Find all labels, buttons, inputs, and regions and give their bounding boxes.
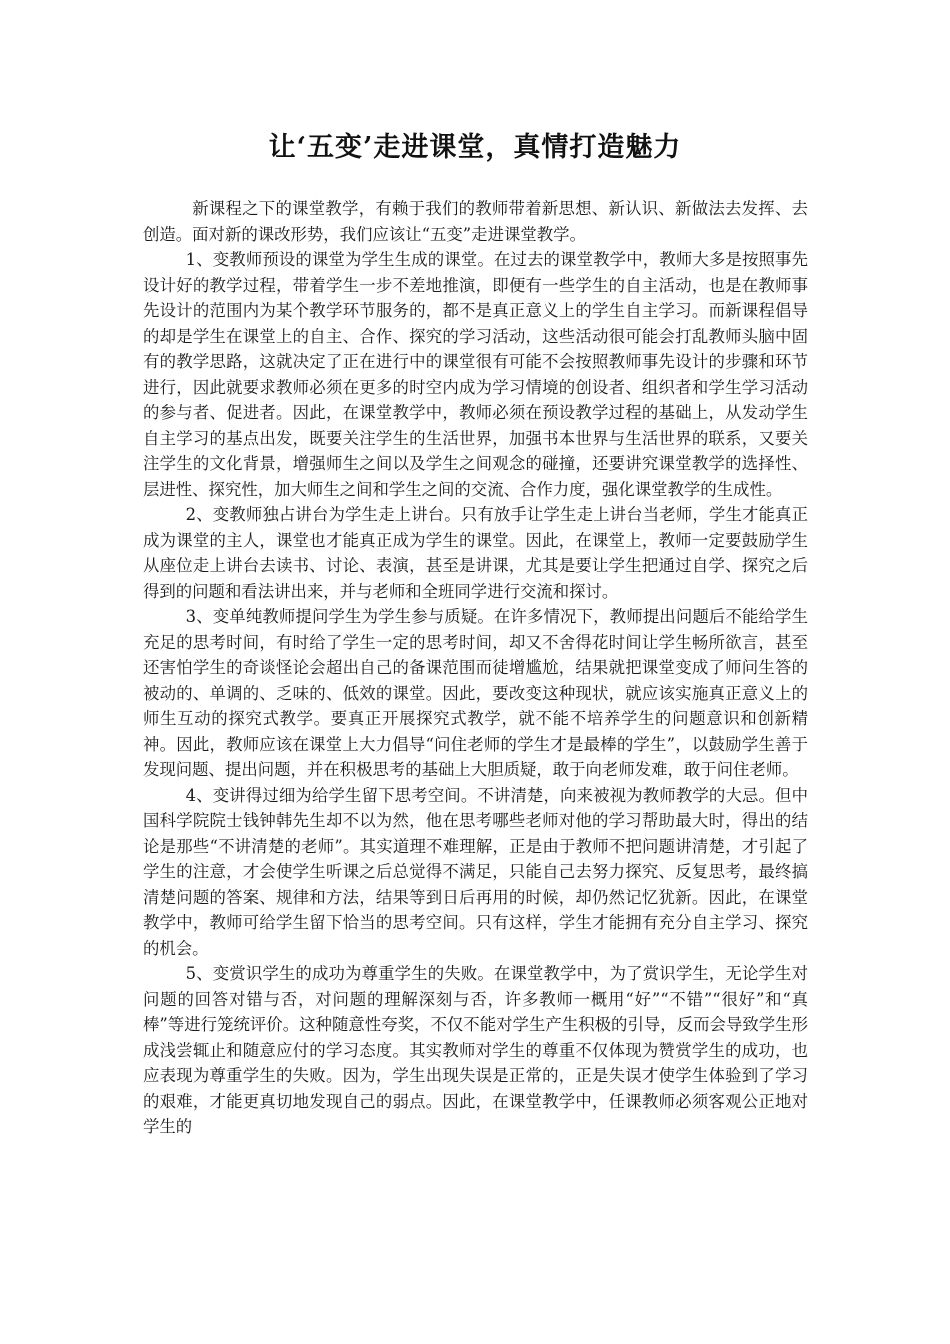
paragraph-intro: 新课程之下的课堂教学，有赖于我们的教师带着新思想、新认识、新做法去发挥、去创造。面对新的课改形势，我们应该让“五变”走进课堂教学。 [143, 199, 808, 244]
paragraph-point-4: 4、变讲得过细为给学生留下思考空间。不讲清楚，向来被视为教师教学的大忌。但中国科学院院士钱钟韩先生却不以为然，他在思考哪些老师对他的学习帮助最大时，得出的结论是那些“不讲清楚的老师”。其实道理不难理解，正是由于教师不把问题讲清楚，才引起了学生的注意，才会使学生听课之后总觉得不满足，只能自己去努力探究、反复思考，最终搞清楚问题的答案、规律和方法，结果等到日后再用的时候，却仍然记忆犹新。因此，在课堂教学中，教师可给学生留下恰当的思考空间。只有这样，学生才能拥有充分自主学习、探究的机会。 [143, 785, 808, 958]
paragraph-point-1: 1、变教师预设的课堂为学生生成的课堂。在过去的课堂教学中，教师大多是按照事先设计好的教学过程，带着学生一步不差地推演，即便有一些学生的自主活动，也是在教师事先设计的范围内为某个教学环节服务的，都不是真正意义上的学生自主学习。而新课程倡导的却是学生在课堂上的自主、合作、探究的学习活动，这些活动很可能会打乱教师头脑中固有的教学思路，这就决定了正在进行中的课堂很有可能不会按照教师事先设计的步骤和环节进行，因此就要求教师必须在更多的时空内成为学习情境的创设者、组织者和学生学习活动的参与者、促进者。因此，在课堂教学中，教师必须在预设教学过程的基础上，从发动学生自主学习的基点出发，既要关注学生的生活世界，加强书本世界与生活世界的联系，又要关注学生的文化背景，增强师生之间以及学生之间观念的碰撞，还要讲究课堂教学的选择性、层进性、探究性，加大师生之间和学生之间的交流、合作力度，强化课堂教学的生成性。 [143, 250, 808, 499]
paragraph-point-5: 5、变赏识学生的成功为尊重学生的失败。在课堂教学中，为了赏识学生，无论学生对问题的回答对错与否，对问题的理解深刻与否，许多教师一概用“好”“不错”“很好”和“真棒”等进行笼统评价。这种随意性夸奖，不仅不能对学生产生积极的引导，反而会导致学生形成浅尝辄止和随意应付的学习态度。其实教师对学生的尊重不仅体现为赞赏学生的成功，也应表现为尊重学生的失败。因为，学生出现失误是正常的，正是失误才使学生体验到了学习的艰难，才能更真切地发现自己的弱点。因此，在课堂教学中，任课教师必须客观公正地对学生的 [143, 964, 808, 1136]
paragraph-point-2: 2、变教师独占讲台为学生走上讲台。只有放手让学生走上讲台当老师，学生才能真正成为课堂的主人，课堂也才能真正成为学生的课堂。因此，在课堂上，教师一定要鼓励学生从座位走上讲台去读书、讨论、表演，甚至是讲课，尤其是要让学生把通过自学、探究之后得到的问题和看法讲出来，并与老师和全班同学进行交流和探讨。 [143, 505, 808, 601]
document-body [143, 196, 808, 1140]
document-title: 让‘五变’走进课堂，真情打造魅力 [268, 132, 682, 163]
paragraph-point-3: 3、变单纯教师提问学生为学生参与质疑。在许多情况下，教师提出问题后不能给学生充足的思考时间，有时给了学生一定的思考时间，却又不舍得花时间让学生畅所欲言，甚至还害怕学生的奇谈怪论会超出自己的备课范围而徒增尴尬，结果就把课堂变成了师问生答的被动的、单调的、乏味的、低效的课堂。因此，要改变这种现状，就应该实施真正意义上的师生互动的探究式教学。要真正开展探究式教学，就不能不培养学生的问题意识和创新精神。因此，教师应该在课堂上大力倡导“问住老师的学生才是最棒的学生”，以鼓励学生善于发现问题、提出问题，并在积极思考的基础上大胆质疑，敢于向老师发难，敢于问住老师。 [143, 607, 808, 779]
